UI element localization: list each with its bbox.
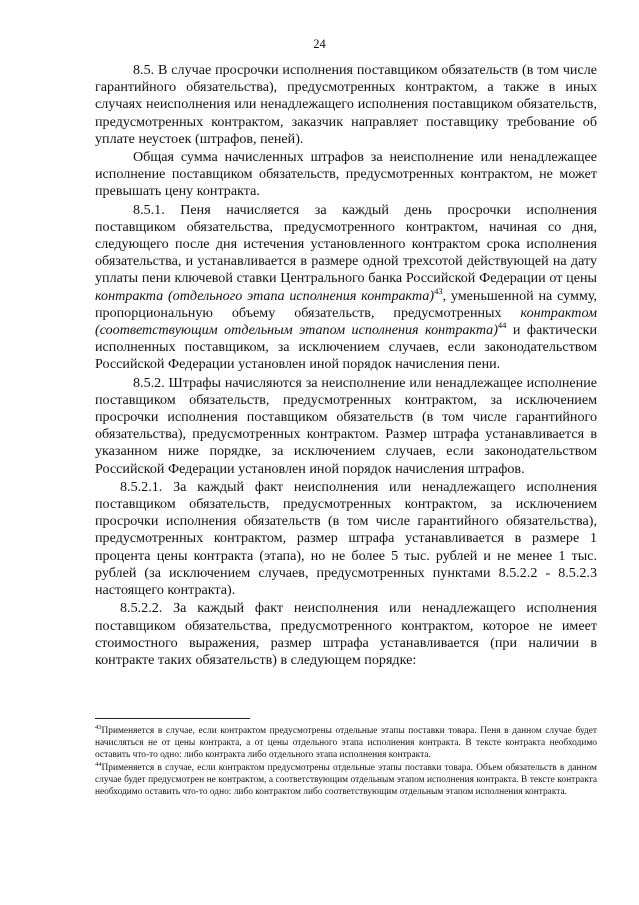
- footnote-44: [95, 762, 597, 799]
- paragraph-8-5-2-1: [95, 479, 597, 599]
- paragraph-text: 8.5.2.2. За каждый факт неисполнения или ненадлежащего исполнения поставщиком обязательства, предусмотренного контрактом, которое не имеет стоимостного выражения, размер штрафа устанавливается (при наличии в контракте таких обязательств) в следующем порядке:: [95, 600, 597, 668]
- footnotes: [95, 725, 597, 798]
- paragraph-text: 8.5.2.1. За каждый факт неисполнения или ненадлежащего исполнения поставщиком обязательств, предусмотренных контрактом, за исключением просрочки исполнения обязательств (в том числе гарантийного обязательства), предусмотренных контрактом, размер штрафа устанавливается в размере 1 процента цены контракта (этапа), но не более 5 тыс. рублей и не менее 1 тыс. рублей (за исключением случаев, предусмотренных пунктами 8.5.2.2 - 8.5.2.3 настоящего контракта).: [95, 478, 597, 599]
- footnote-reference: 44: [497, 320, 507, 331]
- paragraph-8-5: [95, 62, 597, 148]
- paragraph-text: 8.5.2. Штрафы начисляются за неисполнение или ненадлежащее исполнение поставщиком обязательств, предусмотренных контрактом, за исключением просрочки исполнения поставщиком обязательств (в том числе гарантийного обязательства), предусмотренных контрактом. Размер штрафа устанавливается в указанном ниже порядке, за исключением случаев, если законодательством Российской Федерации установлен иной порядок начисления штрафов.: [95, 374, 597, 477]
- paragraph-text: 8.5.1. Пеня начисляется за каждый день просрочки исполнения поставщиком обязательства, предусмотренного контрактом, начиная со дня, следующего после дня истечения установленного контрактом срока исполнения обязательства, и устанавливается в размере одной трехсотой действующей на дату уплаты пени ключевой ставки Центрального банка Российской Федерации от цены: [95, 201, 597, 287]
- italic-text: контрактом (соответствующим отдельным этапом исполнения контракта): [95, 304, 597, 339]
- paragraph-8-5-2: [95, 375, 597, 478]
- paragraph-8-5-2-2: [95, 600, 597, 669]
- footnote-reference: 43: [434, 285, 443, 296]
- paragraph-text: Общая сумма начисленных штрафов за неисполнение или ненадлежащее исполнение поставщиком обязательств, предусмотренных контрактом, не может превышать цену контракта.: [95, 149, 597, 200]
- paragraph-text: 8.5. В случае просрочки исполнения поставщиком обязательств (в том числе гарантийного обязательства), предусмотренных контрактом, а также в иных случаях неисполнения или ненадлежащего исполнения поставщиком обязательств, предусмотренных контрактом, заказчик направляет поставщику требование об уплате неустоек (штрафов, пеней).: [95, 62, 597, 147]
- document-body: [95, 62, 597, 669]
- italic-text: контракта (отдельного этапа исполнения контракта): [95, 287, 435, 304]
- footnote-43: [95, 725, 597, 762]
- paragraph-text: , уменьшенной на сумму, пропорциональную объему обязательств, предусмотренных: [95, 287, 597, 321]
- footnote-text: Применяется в случае, если контрактом предусмотрены отдельные этапы поставки товара. Объем обязательств в данном случае будет предусмотрен не контрактом, а соответствующим отдельным этапом исполнения контракта. В тексте контракта необходимо оставить что-то одно: либо контрактом либо соответствующим отдельным этапом исполнения контракта.: [95, 762, 597, 798]
- footnote-number: 44: [95, 760, 102, 768]
- paragraph-total-penalty-limit: [95, 149, 597, 201]
- paragraph-text: и фактически исполненных поставщиком, за исключением случаев, если законодательством Российской Федерации установлен иной порядок начисления пени.: [95, 322, 597, 373]
- footnote-text: Применяется в случае, если контрактом предусмотрены отдельные этапы поставки товара. Пеня в данном случае будет начисляться не от цены контракта, а от цены отдельного этапа исполнения контракта. В тексте контракта необходимо оставить что-то одно: либо контракта либо отдельного этапа исполнения контракта.: [95, 726, 597, 761]
- footnote-number: 43: [95, 724, 102, 731]
- paragraph-8-5-1: [95, 202, 597, 374]
- page-number: 24: [313, 37, 326, 51]
- footnote-separator: [95, 718, 250, 719]
